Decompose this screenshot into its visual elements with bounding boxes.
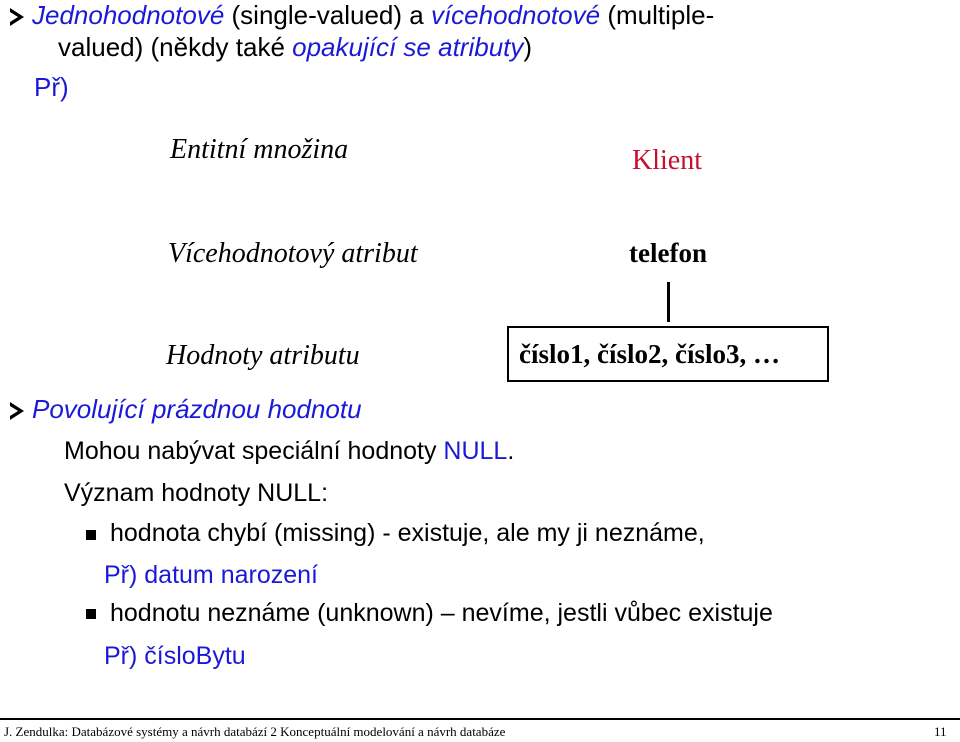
connector-line [667,282,670,322]
attr-name: telefon [629,238,707,268]
nullable-line-1 [64,436,514,466]
square-bullet-icon [86,527,96,545]
heading-line-2 [58,32,532,62]
bullet-2: hodnotu neznáme (unknown) – nevíme, jestli vůbec existuje [110,599,773,627]
heading-line-1 [10,0,714,30]
heading-text: (multiple- [600,0,715,30]
square-bullet-icon [86,606,96,624]
arrow-bullet-icon [10,402,24,420]
arrow-bullet-icon [10,8,24,26]
footer-divider [0,718,960,720]
heading-text: (single-valued) a [224,0,431,30]
nullable-title: Povolující prázdnou hodnotu [32,394,362,424]
bullet-1-example: Př) datum narození [104,561,318,589]
entity-name: Klient [632,145,702,176]
example-label: Př) [34,72,69,102]
heading-text: ) [523,32,533,62]
term-single-valued: Jednohodnotové [32,0,225,30]
nullable-line-2: Význam hodnoty NULL: [64,479,329,507]
footer-text: J. Zendulka: Databázové systémy a návrh databází 2 Konceptuální modelování a návrh databáze [4,724,506,739]
body-text: Mohou nabývat speciální hodnoty [64,437,444,465]
values-label: Hodnoty atributu [166,340,360,371]
null-keyword: NULL [443,437,508,465]
multi-attr-label: Vícehodnotový atribut [168,238,418,269]
entity-set-label: Entitní množina [170,134,349,165]
nullable-heading [10,394,362,424]
body-text: . [507,437,515,465]
values-box: číslo1, číslo2, číslo3, … [507,326,829,382]
term-multi-valued: vícehodnotové [430,0,601,30]
term-repeating: opakující se atributy [292,32,524,62]
heading-text: valued) (někdy také [58,32,293,62]
bullet-1: hodnota chybí (missing) - existuje, ale my ji neznáme, [110,519,705,547]
page-number: 11 [934,724,947,739]
bullet-2-example: Př) čísloBytu [104,642,246,670]
